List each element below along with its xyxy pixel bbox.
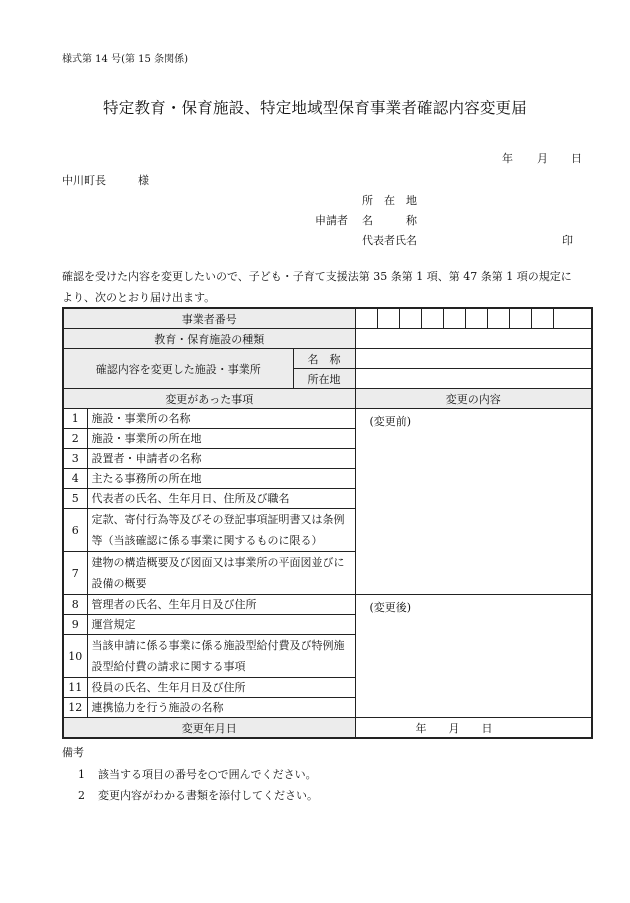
- facility-name-field[interactable]: [355, 349, 592, 369]
- change-after-label: (変更後): [369, 601, 412, 614]
- item-text: 施設・事業所の名称: [87, 409, 355, 429]
- changed-items-header: 変更があった事項: [63, 389, 355, 409]
- change-date-field[interactable]: 年 月 日: [355, 718, 592, 739]
- change-after-field[interactable]: [355, 595, 592, 718]
- business-number-row: [63, 308, 592, 329]
- note-item: [78, 787, 318, 803]
- date-day: 日: [571, 152, 582, 165]
- item-number[interactable]: 11: [63, 678, 87, 698]
- item-text: 代表者の氏名、生年月日、住所及び職名: [87, 489, 355, 509]
- addressee-name: 中川町長: [62, 174, 106, 187]
- item-text: 施設・事業所の所在地: [87, 429, 355, 449]
- item-number[interactable]: 8: [63, 595, 87, 615]
- notes-heading: 備考: [62, 746, 84, 759]
- change-content-header: 変更の内容: [355, 389, 592, 409]
- item-row-8: [63, 595, 592, 615]
- facility-location-label: 所在地: [293, 369, 355, 389]
- document-title: 特定教育・保育施設、特定地域型保育事業者確認内容変更届: [103, 99, 527, 117]
- note-item: [78, 766, 317, 782]
- section-header-row: [63, 389, 592, 409]
- item-number[interactable]: 5: [63, 489, 87, 509]
- facility-type-row: [63, 329, 592, 349]
- change-form-table: [62, 307, 593, 739]
- facility-type-label: 教育・保育施設の種類: [63, 329, 355, 349]
- item-number[interactable]: 2: [63, 429, 87, 449]
- item-number[interactable]: 9: [63, 615, 87, 635]
- item-text: 運営規定: [87, 615, 355, 635]
- date-year: 年: [502, 152, 513, 165]
- item-number[interactable]: 12: [63, 698, 87, 718]
- item-number[interactable]: 10: [63, 635, 87, 678]
- item-number[interactable]: 6: [63, 509, 87, 552]
- date-month: 月: [537, 152, 548, 165]
- item-number[interactable]: 4: [63, 469, 87, 489]
- item-number[interactable]: 1: [63, 409, 87, 429]
- item-text: 設置者・申請者の名称: [87, 449, 355, 469]
- changed-facility-label: 確認内容を変更した施設・事業所: [63, 349, 293, 389]
- item-number[interactable]: 7: [63, 552, 87, 595]
- addressee: [62, 172, 149, 188]
- item-text: 管理者の氏名、生年月日及び住所: [87, 595, 355, 615]
- item-text: 当該申請に係る事業に係る施設型給付費及び特例施設型給付費の請求に関する事項: [87, 635, 355, 678]
- business-number-label: 事業者番号: [63, 308, 355, 329]
- facility-name-row: [63, 349, 592, 369]
- item-number[interactable]: 3: [63, 449, 87, 469]
- applicant-address-label: 所 在 地: [362, 194, 417, 207]
- note-number: 1: [78, 768, 85, 781]
- note-text: 該当する項目の番号を○で囲んでください。: [98, 768, 317, 781]
- form-number: 様式第 14 号(第 15 条関係): [62, 54, 188, 65]
- item-text: 主たる事務所の所在地: [87, 469, 355, 489]
- item-row-1: [63, 409, 592, 429]
- body-text: 確認を受けた内容を変更したいので、子ども・子育て支援法第 35 条第 1 項、第 47 条第 1 項の規定により、次のとおり届け出ます。: [62, 270, 572, 304]
- change-before-label: (変更前): [369, 415, 412, 428]
- applicant-name-label: 名 称: [362, 214, 417, 227]
- business-number-field[interactable]: [355, 308, 592, 329]
- seal-mark: 印: [562, 234, 573, 247]
- facility-name-label: 名 称: [293, 349, 355, 369]
- note-text: 変更内容がわかる書類を添付してください。: [98, 789, 318, 802]
- item-text: 建物の構造概要及び図面又は事業所の平面図並びに設備の概要: [87, 552, 355, 595]
- facility-type-field[interactable]: [355, 329, 592, 349]
- change-date-label: 変更年月日: [63, 718, 355, 739]
- applicant-label: 申請者: [315, 214, 348, 227]
- change-before-field[interactable]: [355, 409, 592, 595]
- applicant-rep-label: 代表者氏名: [362, 234, 417, 247]
- note-number: 2: [78, 789, 85, 802]
- addressee-honorific: 様: [138, 174, 149, 187]
- item-text: 定款、寄付行為等及びその登記事項証明書又は条例等（当該確認に係る事業に関するものに限る）: [87, 509, 355, 552]
- facility-location-field[interactable]: [355, 369, 592, 389]
- item-text: 役員の氏名、生年月日及び住所: [87, 678, 355, 698]
- change-date-row: [63, 718, 592, 739]
- item-text: 連携協力を行う施設の名称: [87, 698, 355, 718]
